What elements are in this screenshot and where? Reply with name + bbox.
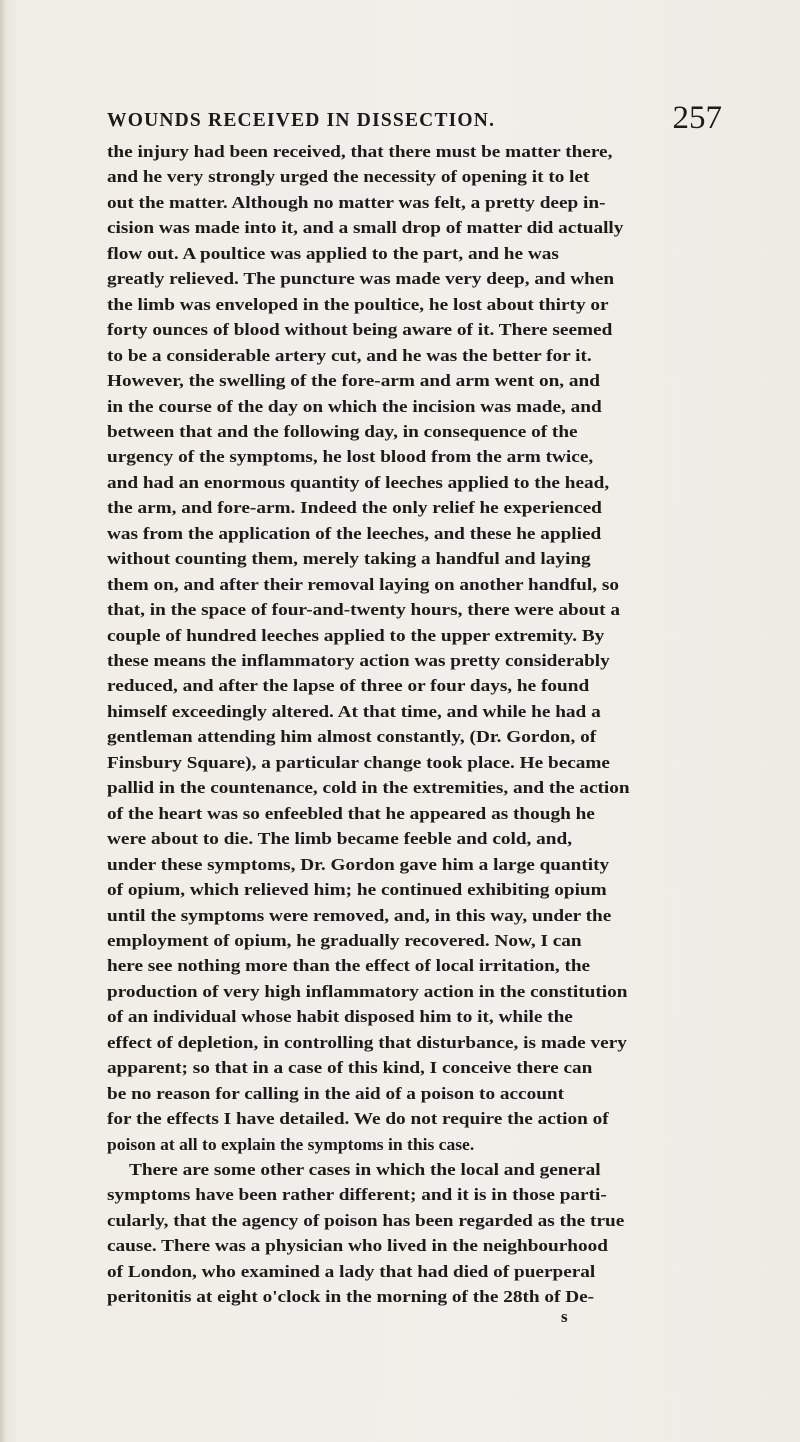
page-gutter <box>0 0 6 1442</box>
text-line: between that and the following day, in consequence of the <box>107 421 578 441</box>
text-line: and he very strongly urged the necessity of opening it to let <box>107 167 590 187</box>
text-line: symptoms have been rather different; and it is in those parti- <box>107 1185 607 1205</box>
text-line: were about to die. The limb became feeble and cold, and, <box>107 829 573 849</box>
running-title: WOUNDS RECEIVED IN DISSECTION. <box>107 110 496 131</box>
text-line: out the matter. Although no matter was felt, a pretty deep in- <box>107 192 606 212</box>
text-line: apparent; so that in a case of this kind, I conceive there can <box>107 1058 593 1078</box>
text-line: here see nothing more than the effect of local irritation, the <box>107 956 591 976</box>
text-line: that, in the space of four-and-twenty hours, there were about a <box>107 600 620 620</box>
text-line: couple of hundred leeches applied to the upper extremity. By <box>107 625 605 645</box>
text-line: to be a considerable artery cut, and he was the better for it. <box>107 345 592 365</box>
text-line: cularly, that the agency of poison has been regarded as the true <box>107 1210 625 1230</box>
text-line: flow out. A poultice was applied to the part, and he was <box>107 243 559 263</box>
text-line: Finsbury Square), a particular change took place. He became <box>107 752 610 772</box>
text-line: them on, and after their removal laying on another handful, so <box>107 574 619 594</box>
text-line: gentleman attending him almost constantly, (Dr. Gordon, of <box>107 727 597 747</box>
text-line: without counting them, merely taking a handful and laying <box>107 549 591 569</box>
text-line: be no reason for calling in the aid of a poison to account <box>107 1083 565 1103</box>
text-line: There are some other cases in which the local and general <box>129 1160 601 1179</box>
text-line: of the heart was so enfeebled that he appeared as though he <box>107 803 595 823</box>
text-line: forty ounces of blood without being aware of it. There seemed <box>107 320 613 340</box>
text-line: greatly relieved. The puncture was made very deep, and when <box>107 269 615 289</box>
text-line: for the effects I have detailed. We do not require the action of <box>107 1109 609 1129</box>
text-line: reduced, and after the lapse of three or four days, he found <box>107 676 590 696</box>
text-line: these means the inflammatory action was pretty considerably <box>107 651 610 670</box>
text-line: the injury had been received, that there must be matter there, <box>107 142 613 161</box>
text-line: of opium, which relieved him; he continued exhibiting opium <box>107 880 607 900</box>
text-line: of an individual whose habit disposed him to it, while the <box>107 1007 573 1027</box>
text-line: cision was made into it, and a small drop of matter did actually <box>107 218 624 238</box>
text-line: cause. There was a physician who lived in the neighbourhood <box>107 1236 608 1256</box>
text-line: urgency of the symptoms, he lost blood from the arm twice, <box>107 447 594 467</box>
text-line: pallid in the countenance, cold in the extremities, and the action <box>107 778 630 798</box>
text-line: the arm, and fore-arm. Indeed the only relief he experienced <box>107 498 602 518</box>
text-line: However, the swelling of the fore-arm and arm went on, and <box>107 371 600 391</box>
text-line: of London, who examined a lady that had died of puerperal <box>107 1261 596 1281</box>
text-line: was from the application of the leeches, and these he applied <box>107 523 602 543</box>
text-line: and had an enormous quantity of leeches applied to the head, <box>107 472 610 492</box>
text-line: poison at all to explain the symptoms in this case. <box>107 1134 475 1154</box>
page-number: 257 <box>672 100 722 136</box>
text-line: until the symptoms were removed, and, in this way, under the <box>107 905 612 925</box>
text-line: effect of depletion, in controlling that disturbance, is made very <box>107 1032 627 1052</box>
text-line: himself exceedingly altered. At that time, and while he had a <box>107 701 601 721</box>
text-line: under these symptoms, Dr. Gordon gave him a large quantity <box>107 854 610 874</box>
text-line: peritonitis at eight o'clock in the morning of the 28th of De- <box>107 1287 595 1307</box>
signature-mark: s <box>561 1307 568 1326</box>
running-head <box>107 100 722 140</box>
text-line: production of very high inflammatory action in the constitution <box>107 981 628 1001</box>
text-line: employment of opium, he gradually recovered. Now, I can <box>107 930 582 950</box>
text-line: the limb was enveloped in the poultice, he lost about thirty or <box>107 294 609 314</box>
text-line: in the course of the day on which the incision was made, and <box>107 396 602 416</box>
